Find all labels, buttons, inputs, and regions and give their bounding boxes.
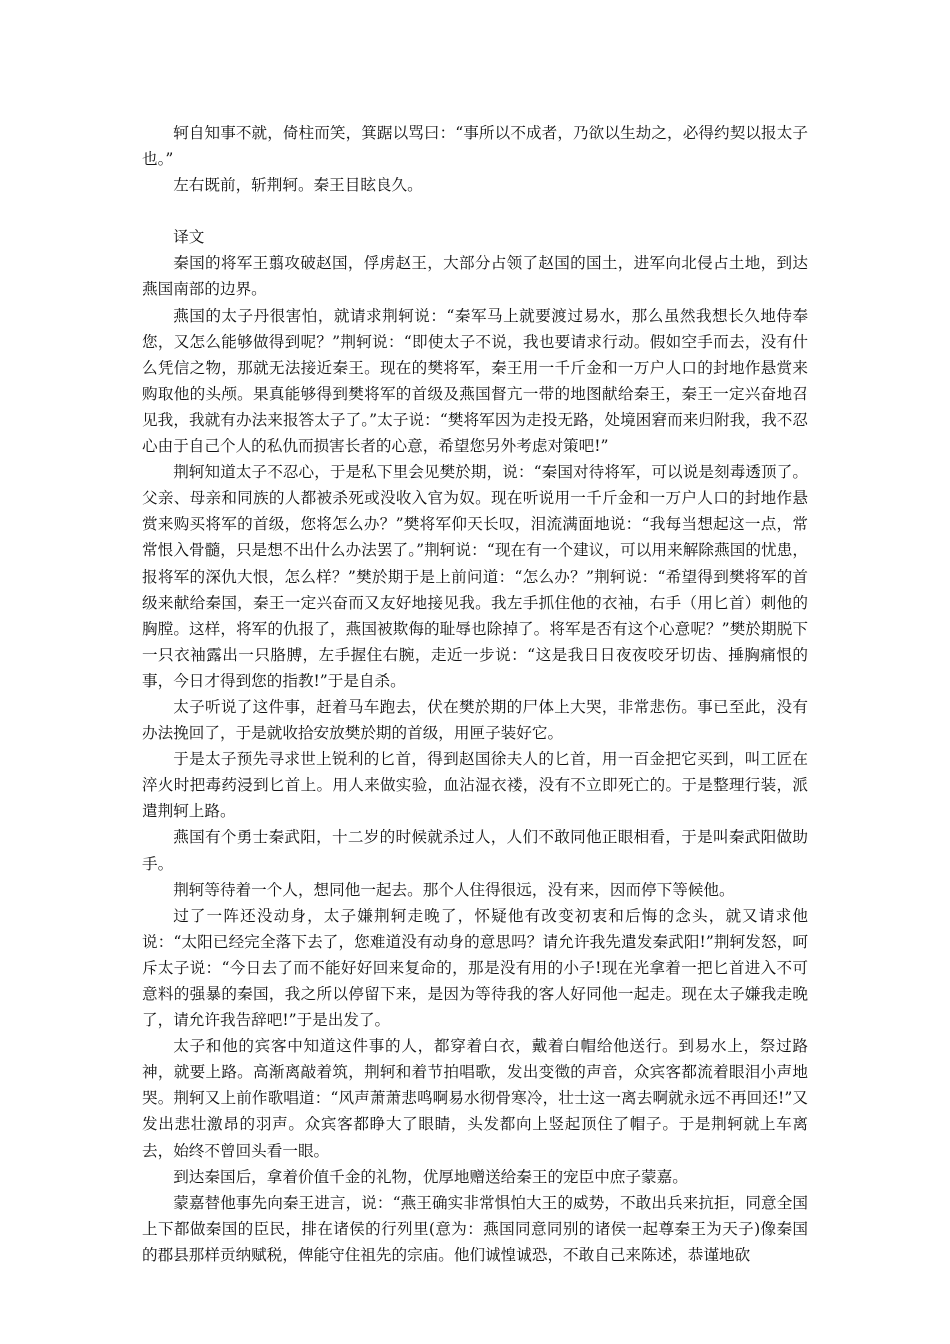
paragraph-translation-1: 秦国的将军王翦攻破赵国，俘虏赵王，大部分占领了赵国的国土，进军向北侵占土地，到达燕国南部的边界。 xyxy=(142,254,808,299)
section-heading-translation: 译文 xyxy=(173,228,205,247)
paragraph-translation-5: 于是太子预先寻求世上锐利的匕首，得到赵国徐夫人的匕首，用一百金把它买到，叫工匠在淬火时把毒药浸到匕首上。用人来做实验，血沾湿衣褛，没有不立即死亡的。于是整理行装，派遣荆轲上路。 xyxy=(142,750,808,821)
paragraph-translation-6: 燕国有个勇士秦武阳，十二岁的时候就杀过人，人们不敢同他正眼相看，于是叫秦武阳做助手。 xyxy=(142,828,808,873)
paragraph-translation-2: 燕国的太子丹很害怕，就请求荆轲说：“秦军马上就要渡过易水，那么虽然我想长久地侍奉您，又怎么能够做得到呢？”荆轲说：“即使太子不说，我也要请求行动。假如空手而去，没有什么凭信之物，那就无法接近秦王。现在的樊将军，秦王用一千斤金和一万户人口的封地作悬赏来购取他的头颅。果真能够得到樊将军的首级及燕国督亢一带的地图献给秦王，秦王一定兴奋地召见我，我就有办法来报答太子了。”太子说：“樊将军因为走投无路，处境困窘而来归附我，我不忍心由于自己个人的私仇而损害长者的心意，希望您另外考虑对策吧!” xyxy=(142,306,808,456)
paragraph-translation-7: 荆轲等待着一个人，想同他一起去。那个人住得很远，没有来，因而停下等候他。 xyxy=(173,880,735,899)
section-spacer xyxy=(142,198,808,224)
paragraph-translation-4: 太子听说了这件事，赶着马车跑去，伏在樊於期的尸体上大哭，非常悲伤。事已至此，没有办法挽回了，于是就收拾安放樊於期的首级，用匣子装好它。 xyxy=(142,697,808,743)
paragraph-original-2: 左右既前，斩荆轲。秦王目眩良久。 xyxy=(173,176,423,195)
document-body xyxy=(142,120,808,1268)
paragraph-translation-3: 荆轲知道太子不忍心，于是私下里会见樊於期，说：“秦国对待将军，可以说是刻毒透顶了。父亲、母亲和同族的人都被杀死或没收入官为奴。现在听说用一千斤金和一万户人口的封地作悬赏来购买将军的首级，您将怎么办？”樊将军仰天长叹，泪流满面地说：“我每当想起这一点，常常恨入骨髓，只是想不出什么办法罢了。”荆轲说：“现在有一个建议，可以用来解除燕国的忧患，报将军的深仇大恨，怎么样？”樊於期于是上前问道：“怎么办？”荆轲说：“希望得到樊将军的首级来献给秦国，秦王一定兴奋而又友好地接见我。我左手抓住他的衣袖，右手（用匕首）刺他的胸膛。这样，将军的仇报了，燕国被欺侮的耻辱也除掉了。将军是否有这个心意呢？”樊於期脱下一只衣袖露出一只胳膊，左手握住右腕，走近一步说：“这是我日日夜夜咬牙切齿、捶胸痛恨的事，今日才得到您的指教!”于是自杀。 xyxy=(142,463,808,690)
paragraph-translation-9: 太子和他的宾客中知道这件事的人，都穿着白衣，戴着白帽给他送行。到易水上，祭过路神，就要上路。高渐离敲着筑，荆轲和着节拍唱歌，发出变徵的声音，众宾客都流着眼泪小声地哭。荆轲又上前作歌唱道：“风声萧萧悲鸣啊易水彻骨寒冷，壮士这一离去啊就永远不再回还!”又发出悲壮激昂的羽声。众宾客都睁大了眼睛，头发都向上竖起顶住了帽子。于是荆轲就上车离去，始终不曾回头看一眼。 xyxy=(142,1037,808,1160)
paragraph-translation-11: 蒙嘉替他事先向秦王进言，说：“燕王确实非常惧怕大王的威势，不敢出兵来抗拒，同意全国上下都做秦国的臣民，排在诸侯的行列里(意为：燕国同意同别的诸侯一起尊秦王为天子)像秦国的郡县那样贡纳赋税，俾能守住祖先的宗庙。他们诚惶诚恐，不敢自己来陈述，恭谨地砍 xyxy=(142,1193,808,1264)
paragraph-original-1: 轲自知事不就，倚柱而笑，箕踞以骂曰：“事所以不成者，乃欲以生劫之，必得约契以报太子也。” xyxy=(142,124,808,169)
paragraph-translation-10: 到达秦国后，拿着价值千金的礼物，优厚地赠送给秦王的宠臣中庶子蒙嘉。 xyxy=(173,1167,688,1186)
paragraph-translation-8: 过了一阵还没动身，太子嫌荆轲走晚了，怀疑他有改变初衷和后悔的念头，就又请求他说：“太阳已经完全落下去了，您难道没有动身的意思吗？请允许我先遣发秦武阳!”荆轲发怒，呵斥太子说：“今日去了而不能好好回来复命的，那是没有用的小子!现在光拿着一把匕首进入不可意料的强暴的秦国，我之所以停留下来，是因为等待我的客人好同他一起走。现在太子嫌我走晚了，请允许我告辞吧!”于是出发了。 xyxy=(142,906,808,1030)
